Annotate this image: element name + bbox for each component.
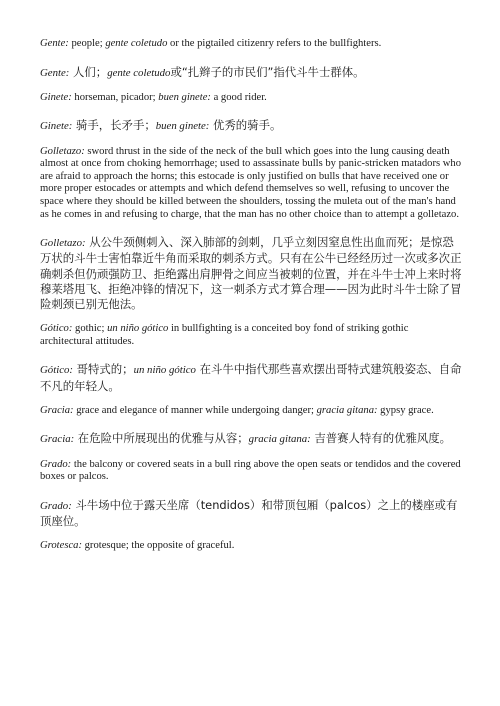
glossary-entry-ginete-zh (40, 118, 462, 134)
glossary-page (40, 38, 462, 553)
entry-term: Ginete: (40, 91, 72, 103)
glossary-entry-gracia-en (40, 405, 462, 418)
entry-text: 斗牛场中位于露天坐席（tendidos）和带顶包厢（palcos）之上的楼座或有顶座位。 (40, 497, 458, 528)
glossary-entry-gente-zh (40, 65, 462, 81)
entry-text: gothic; (72, 323, 108, 335)
entry-term: Grado: (40, 499, 72, 512)
entry-text: 哥特式的； (72, 362, 134, 377)
glossary-entry-golletazo-en (40, 146, 462, 222)
entry-term: Gente: (40, 38, 69, 49)
entry-term: Gente: (40, 66, 70, 79)
entry-text: 在危险中所展现出的优雅与从容； (74, 431, 249, 446)
glossary-entry-gente-en (40, 38, 462, 51)
entry-term: Grotesca: (40, 540, 82, 552)
entry-phrase: gente coletudo (105, 38, 168, 49)
entry-term: Gracia: (40, 404, 74, 416)
glossary-entry-ginete-en (40, 92, 462, 105)
entry-text: 吉普赛人特有的优雅风度。 (310, 431, 452, 446)
entry-text: a good rider. (210, 91, 267, 103)
entry-text: people; (68, 38, 106, 49)
entry-text: sword thrust in the side of the neck of the bull which goes into the lung causing death almost at once from choking hemorrhage; used to assassinate bulls by panic-stricken matadors who are afraid to approach the horns; this estocade is only justified on bulls that have received one or more proper estocades or attempts and which defend themselves so well, refusing to uncover the space where they should be killed between the shoulders, tossing the muleta out of the man's hand as he comes in and refusing to charge, that the man has no other choice than to attempt a golletazo. (40, 145, 461, 220)
entry-term: Grado: (40, 458, 72, 470)
glossary-entry-gotico-en (40, 323, 462, 348)
entry-term: Golletazo: (40, 237, 86, 250)
entry-text: 骑手，长矛手； (72, 118, 156, 133)
glossary-entry-grado-zh (40, 498, 462, 529)
entry-text: grotesque; the opposite of graceful. (81, 540, 235, 552)
entry-text: grace and elegance of manner while undergoing danger; (73, 404, 317, 416)
glossary-entry-gotico-zh (40, 362, 462, 393)
glossary-entry-gracia-zh (40, 431, 462, 447)
entry-phrase: buen ginete: (155, 120, 210, 133)
entry-text: gypsy grace. (377, 404, 434, 416)
glossary-entry-grado-en (40, 459, 462, 484)
entry-text: 从公牛颈侧刺入、深入肺部的剑刺，几乎立刻因窒息性出血而死；是惊恐万状的斗牛士害怕靠近牛角而采取的刺杀方式。只有在公牛已经经历过一次或多次正确刺杀但仍顽强防卫、拒绝露出肩胛骨之间应当被刺的位置，并在斗牛士冲上来时将穆莱塔甩飞、拒绝冲锋的情况下，这一刺杀方式才算合理——因为此时斗牛士除了冒险刺颈已别无他法。 (40, 235, 462, 311)
glossary-entry-golletazo-zh (40, 235, 462, 312)
entry-text: in bullfighting is a conceited boy fond of striking gothic architectural attitudes. (40, 323, 409, 347)
entry-text: 优秀的骑手。 (209, 118, 282, 133)
entry-phrase: un niño gótico (133, 364, 196, 377)
entry-phrase: buen ginete: (158, 91, 211, 103)
entry-text: 人们； (69, 64, 108, 79)
entry-phrase: gracia gitana: (316, 404, 378, 416)
entry-text: or the pigtailed citizenry refers to the bullfighters. (167, 38, 382, 49)
entry-term: Gracia: (40, 433, 75, 446)
entry-text: 或“扎辫子的市民们”指代斗牛士群体。 (170, 64, 365, 79)
entry-text: the balcony or covered seats in a bull ring above the open seats or tendidos and the covered boxes or palcos. (40, 458, 461, 483)
entry-phrase: gente coletudo (107, 66, 171, 79)
entry-text: horseman, picador; (71, 91, 159, 103)
entry-term: Gótico: (40, 364, 73, 377)
entry-phrase: un niño gótico (107, 323, 169, 335)
entry-phrase: gracia gitana: (248, 433, 311, 446)
entry-text: 在斗牛中指代那些喜欢摆出哥特式建筑般姿态、自命不凡的年轻人。 (40, 362, 462, 393)
entry-term: Ginete: (40, 120, 73, 133)
entry-term: Golletazo: (40, 145, 85, 157)
glossary-entry-grotesca-en (40, 540, 462, 553)
entry-term: Gótico: (40, 323, 73, 335)
